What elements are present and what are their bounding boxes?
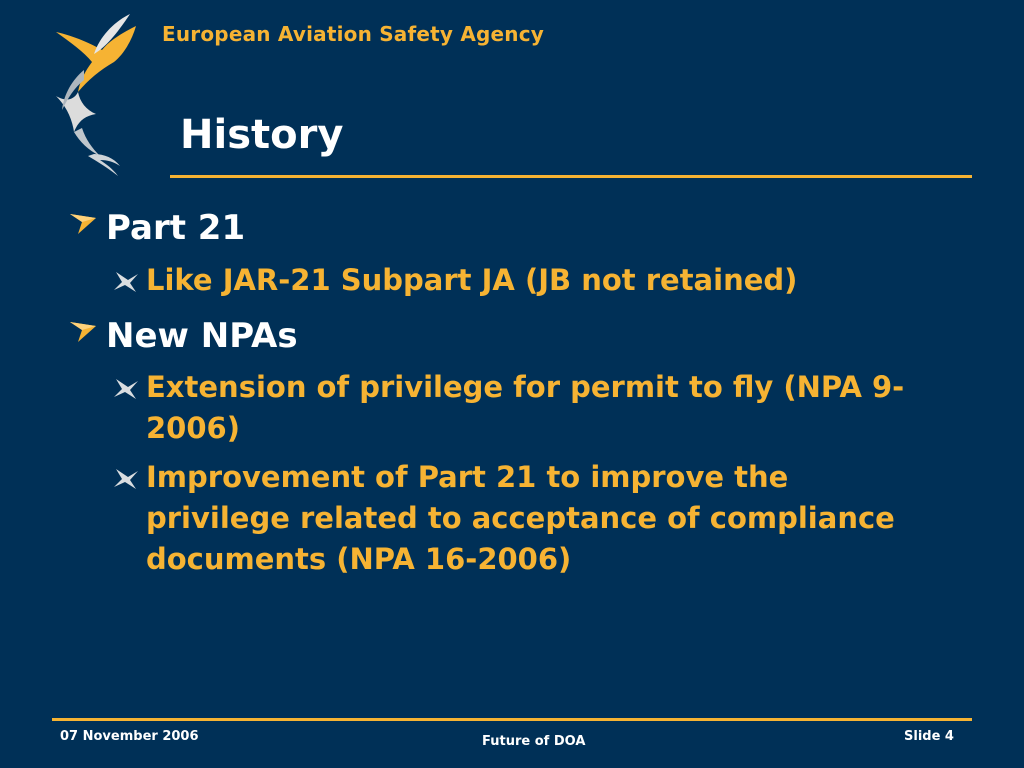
footer-title: Future of DOA bbox=[482, 734, 586, 749]
title-divider bbox=[170, 175, 972, 178]
sub-bullet-npa-9: Extension of privilege for permit to fly (NPA 9-2006) bbox=[146, 370, 905, 445]
bullet-new-npas: New NPAs bbox=[106, 316, 298, 356]
footer-divider bbox=[52, 718, 972, 721]
sub-bullet-npa-16: Improvement of Part 21 to improve the privilege related to acceptance of compliance documents (NPA 16-2006) bbox=[146, 460, 895, 576]
arrow-bullet-icon bbox=[68, 212, 98, 236]
star-bullet-icon bbox=[112, 467, 140, 491]
arrow-bullet-icon bbox=[68, 320, 98, 344]
easa-logo bbox=[44, 10, 144, 186]
bullet-part-21: Part 21 bbox=[106, 208, 246, 248]
agency-name: European Aviation Safety Agency bbox=[162, 22, 545, 46]
footer-date: 07 November 2006 bbox=[60, 729, 199, 744]
sub-bullet-jar21: Like JAR-21 Subpart JA (JB not retained) bbox=[146, 263, 798, 297]
star-bullet-icon bbox=[112, 270, 140, 294]
slide-number: Slide 4 bbox=[904, 729, 954, 744]
star-bullet-icon bbox=[112, 377, 140, 401]
slide-title: History bbox=[180, 112, 344, 158]
